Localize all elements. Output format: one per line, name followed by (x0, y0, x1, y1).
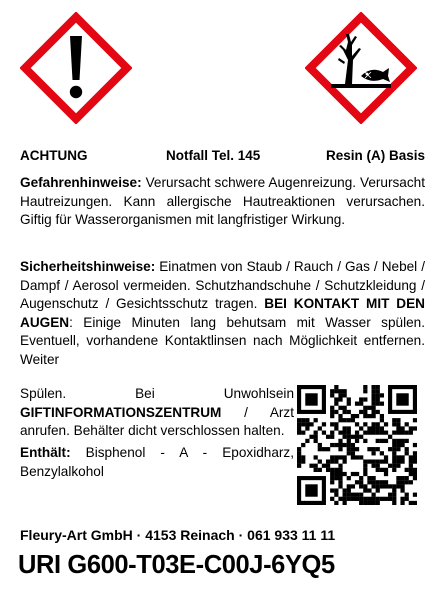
safety-heading: Sicherheitshinweise: (20, 259, 156, 274)
emergency-number: Notfall Tel. 145 (166, 148, 261, 163)
qr-code-icon (297, 385, 417, 505)
exclamation-mark-icon (20, 12, 132, 124)
precautionary-statements-continued (20, 385, 294, 441)
poison-center-heading: GIFTINFORMATIONSZENTRUM (20, 404, 222, 420)
contents-text: Bisphenol - A - Epoxidharz, Benzylalkohol (20, 445, 294, 479)
product-name: Resin (A) Basis (325, 148, 425, 163)
safety-text-1: Einatmen von Staub / Rauch / Gas / Nebel / Dampf / Aerosol vermeiden. Schutzhandschuhe / Schutzkleidung / Augenschutz / Gesichtsschutz tragen. (20, 259, 425, 312)
safety-text-4: / Arzt anrufen. Behälter dicht verschlossen halten. (20, 404, 294, 439)
environment-hazard-icon (305, 12, 417, 124)
hazard-heading: Gefahrenhinweise: (20, 175, 142, 190)
precautionary-statements (20, 258, 425, 370)
signal-word: ACHTUNG (20, 148, 88, 163)
manufacturer-contact: Fleury-Art GmbH · 4153 Reinach · 061 933 11 11 (20, 527, 336, 543)
contents-statement (20, 444, 294, 481)
contents-heading: Enthält: (20, 445, 71, 460)
safety-text-3: Spülen. Bei Unwohlsein (20, 386, 294, 401)
eye-contact-heading: BEI KONTAKT MIT DEN AUGEN (20, 296, 425, 330)
hazard-statements (20, 174, 425, 230)
safety-text-2: : Einige Minuten lang behutsam mit Wasser spülen. Eventuell, vorhandene Kontaktlinsen nach Möglichkeit entfernen. Weiter (20, 314, 425, 367)
ufi-code: URI G600-T03E-C00J-6YQ5 (18, 551, 335, 579)
hazard-text: Verursacht schwere Augenreizung. Verursacht Hautreizungen. Kann allergische Hautreaktionen verursachen. Giftig für Wasserorganismen mit langfristiger Wirkung. (20, 175, 425, 228)
signal-row (20, 148, 425, 166)
